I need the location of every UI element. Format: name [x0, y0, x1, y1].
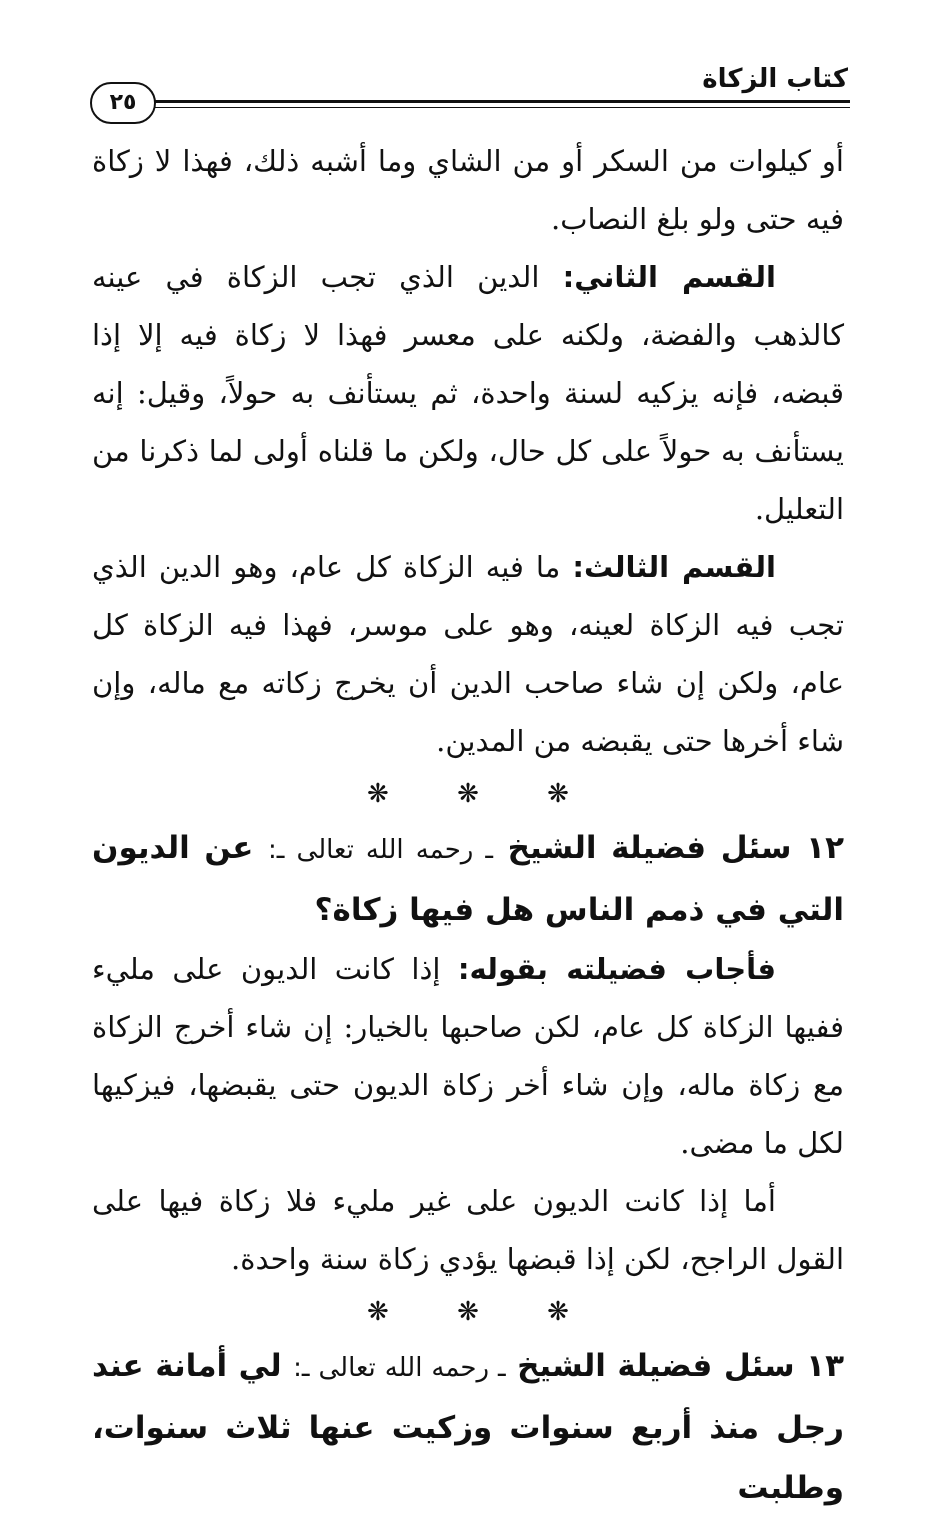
paragraph: أما إذا كانت الديون على غير مليء فلا زكاة فيها على القول الراجح، لكن إذا قبضها يؤدي زكاة سنة واحدة. [92, 1184, 844, 1276]
question-heading [92, 818, 844, 940]
question-text: عن الديون التي في ذمم الناس هل فيها زكاة؟ [92, 830, 844, 928]
answer-paragraph [92, 940, 844, 1172]
page-number: ٢٥ [90, 82, 156, 124]
paragraph-text: ما فيه الزكاة كل عام، وهو الدين الذي تجب فيه الزكاة لعينه، وهو على موسر، فهذا فيه الزكاة كل عام، ولكن إن شاء صاحب الدين أن يخرج زكاته مع ماله، وإن شاء أخرها حتى يقبضه من المدين. [92, 550, 844, 758]
question-number: ١٣ [806, 1348, 844, 1384]
page-header [90, 62, 850, 122]
paragraph: أو كيلوات من السكر أو من الشاي وما أشبه ذلك، فهذا لا زكاة فيه حتى ولو بلغ النصاب. [92, 144, 844, 236]
book-title: كتاب الزكاة [702, 64, 848, 94]
answer-text: إذا كانت الديون على مليء ففيها الزكاة كل عام، لكن صاحبها بالخيار: إن شاء أخرج الزكاة مع زكاة ماله، وإن شاء أخر زكاة الديون حتى يقبضها، فيزكيها لكل ما مضى. [92, 952, 844, 1160]
paragraph-text: الدين الذي تجب الزكاة في عينه كالذهب والفضة، ولكنه على معسر فهذا لا زكاة فيه إلا إذا قبضه، فإنه يزكيه لسنة واحدة، ثم يستأنف به حولاً، وقيل: إنه يستأنف به حولاً على كل حال، ولكن ما قلناه أولى لما ذكرنا من التعليل. [92, 260, 844, 526]
paragraph [92, 538, 844, 770]
header-rule-thick [140, 100, 850, 103]
section-label: القسم الثالث: [572, 550, 776, 584]
header-rule-thin [140, 107, 850, 108]
paragraph [92, 248, 844, 538]
honorific: ـ رحمه الله تعالى ـ: [268, 835, 494, 865]
section-separator: ❋ ❋ ❋ [367, 1297, 599, 1327]
question-intro: سئل فضيلة الشيخ [505, 1348, 807, 1384]
section-separator: ❋ ❋ ❋ [367, 779, 599, 809]
question-number: ١٢ [806, 830, 844, 866]
question-heading [92, 1336, 844, 1518]
answer-label: فأجاب فضيلته بقوله: [457, 952, 776, 986]
question-intro: سئل فضيلة الشيخ [493, 830, 807, 866]
page-content [92, 132, 844, 1518]
honorific: ـ رحمه الله تعالى ـ: [293, 1353, 506, 1383]
section-label: القسم الثاني: [562, 260, 776, 294]
question-text: لي أمانة عند رجل منذ أربع سنوات وزكيت عنها ثلاث سنوات، وطلبت [92, 1348, 844, 1506]
